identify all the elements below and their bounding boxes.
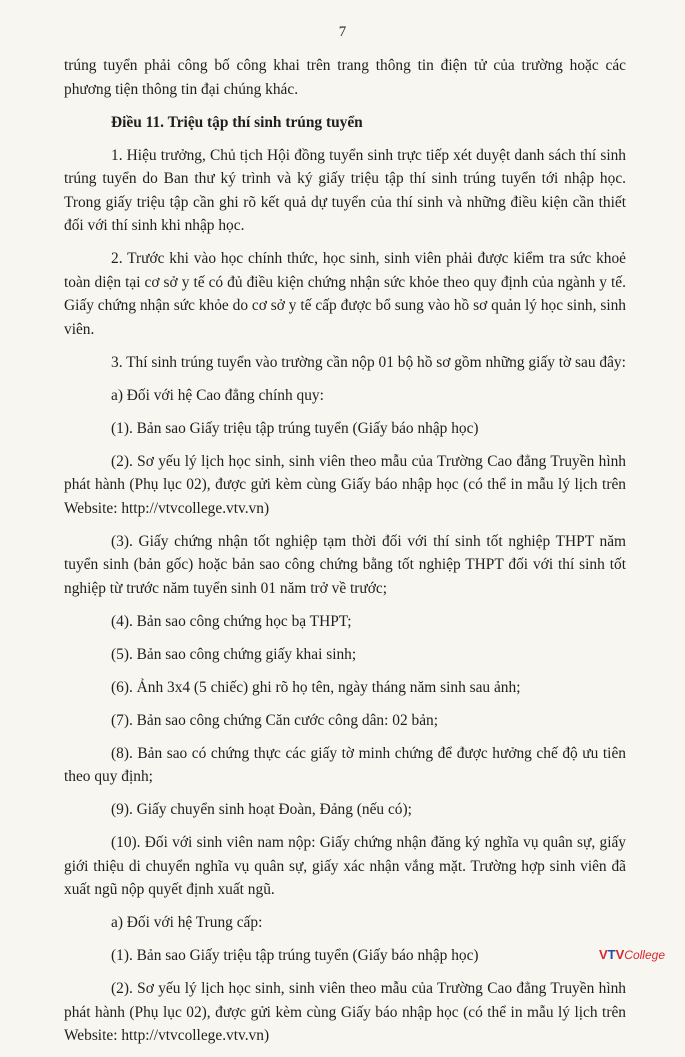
- paragraph: 3. Thí sinh trúng tuyển vào trường cần nộp 01 bộ hồ sơ gồm những giấy tờ sau đây:: [111, 353, 626, 371]
- page-number: 7: [338, 24, 347, 40]
- list-item: (2). Sơ yếu lý lịch học sinh, sinh viên theo mẫu của Trường Cao đẳng Truyền hình phát hành (Phụ lục 02), được gửi kèm cùng Giấy báo nhập học (có thể in mẫu lý lịch trên Website: http://vtvcollege.vtv.vn): [64, 452, 626, 517]
- subheading: a) Đối với hệ Cao đẳng chính quy:: [111, 386, 324, 404]
- list-item: (1). Bản sao Giấy triệu tập trúng tuyển (Giấy báo nhập học): [111, 419, 479, 437]
- list-item: (3). Giấy chứng nhận tốt nghiệp tạm thời đối với thí sinh tốt nghiệp THPT năm tuyển sinh (bản gốc) hoặc bản sao công chứng bằng tốt nghiệp THPT đối với thí sinh tốt nghiệp từ trước năm tuyển sinh 01 năm trở về trước;: [64, 532, 626, 597]
- list-item: (10). Đối với sinh viên nam nộp: Giấy chứng nhận đăng ký nghĩa vụ quân sự, giấy giới thiệu di chuyển nghĩa vụ quân sự, giấy xác nhận vắng mặt. Trường hợp sinh viên đã xuất ngũ nộp quyết định xuất ngũ.: [64, 834, 626, 898]
- article-heading: Điều 11. Triệu tập thí sinh trúng tuyển: [111, 113, 363, 131]
- list-item: (9). Giấy chuyển sinh hoạt Đoàn, Đảng (nếu có);: [111, 801, 412, 818]
- list-item: (6). Ảnh 3x4 (5 chiếc) ghi rõ họ tên, ngày tháng năm sinh sau ảnh;: [111, 678, 521, 696]
- document-body: [64, 54, 626, 1057]
- list-item: (1). Bản sao Giấy triệu tập trúng tuyển (Giấy báo nhập học): [111, 947, 479, 964]
- list-item: (5). Bản sao công chứng giấy khai sinh;: [111, 645, 357, 663]
- subheading: a) Đối với hệ Trung cấp:: [111, 914, 263, 931]
- paragraph-continuation: trúng tuyển phải công bố công khai trên trang thông tin điện tử của trường hoặc các phương tiện thông tin đại chúng khác.: [64, 57, 626, 98]
- logo-text: College: [624, 948, 665, 962]
- list-item: (4). Bản sao công chứng học bạ THPT;: [111, 612, 352, 630]
- list-item: (7). Bản sao công chứng Căn cước công dân: 02 bản;: [111, 711, 438, 729]
- logo-text: T: [607, 947, 616, 962]
- list-item: (8). Bản sao có chứng thực các giấy tờ minh chứng để được hưởng chế độ ưu tiên theo quy định;: [64, 744, 626, 785]
- list-item: (2). Sơ yếu lý lịch học sinh, sinh viên theo mẫu của Trường Cao đẳng Truyền hình phát hành (Phụ lục 02), được gửi kèm cùng Giấy báo nhập học (có thể in mẫu lý lịch trên Website: http://vtvcollege.vtv.vn): [64, 980, 626, 1044]
- paragraph: 2. Trước khi vào học chính thức, học sinh, sinh viên phải được kiểm tra sức khoẻ toàn diện tại cơ sở y tế có đủ điều kiện chứng nhận sức khỏe theo quy định của ngành y tế. Giấy chứng nhận sức khỏe do cơ sở y tế cấp được bổ sung vào hồ sơ quản lý học sinh, sinh viên.: [64, 250, 626, 338]
- logo-text: V: [599, 947, 608, 962]
- paragraph: 1. Hiệu trưởng, Chủ tịch Hội đồng tuyển sinh trực tiếp xét duyệt danh sách thí sinh trúng tuyển do Ban thư ký trình và ký giấy triệu tập thí sinh trúng tuyển tới nhập học. Trong giấy triệu tập cần ghi rõ kết quả dự tuyển của thí sinh và những điều kiện cần thiết đối với thí sinh khi nhập học.: [64, 146, 626, 234]
- logo-text: V: [615, 947, 625, 962]
- vtv-college-logo: [599, 947, 665, 962]
